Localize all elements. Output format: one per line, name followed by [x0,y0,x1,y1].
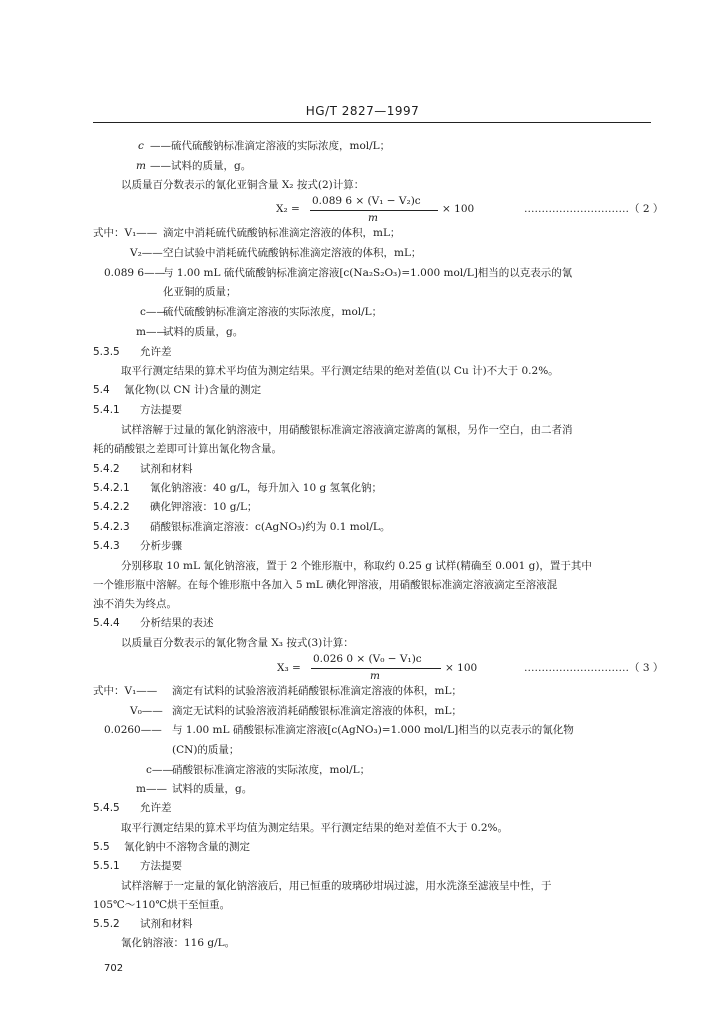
symbol-c: c [138,140,144,152]
def3-v1-key: 式中：V₁—— [93,685,158,697]
def2-v2-key: V₂—— [130,247,163,259]
s552-number: 5.5.2 [93,918,120,930]
s54-number: 5.4 [93,384,110,396]
def3-coef-cont: (CN)的质量； [172,744,240,756]
def3-v0-key: V₀—— [130,705,163,717]
definition-m: ——试料的质量，g。 [150,160,252,172]
def2-coef-key: 0.089 6—— [104,267,166,279]
s542-number: 5.4.2 [93,463,120,475]
eq2-lhs: X₂ = [276,203,300,215]
eq2-denominator: m [368,212,378,224]
s541-para-line1: 试样溶解于过量的氰化钠溶液中，用硝酸银标准滴定溶液滴定游离的氰根，另作一空白，由二者消 [121,424,573,436]
s535-title: 允许差 [140,346,172,358]
running-header: HG/T 2827—1997 [305,104,420,118]
def3-c-text: 硝酸银标准滴定溶液的实际浓度，mol/L； [172,764,371,776]
def3-m-key: m—— [136,783,167,795]
s543-para-line3: 浊不消失为终点。 [93,598,177,610]
s543-para-line2: 一个锥形瓶中溶解。在每个锥形瓶中各加入 5 mL 碘化钾溶液，用硝酸银标准滴定溶液滴定至溶液混 [93,579,558,591]
s544-number: 5.4.4 [93,617,120,629]
s535-text: 取平行测定结果的算术平均值为测定结果。平行测定结果的绝对差值(以 Cu 计)不大于 0.2%。 [121,365,559,377]
s544-title: 分析结果的表述 [140,617,214,629]
s535-number: 5.3.5 [93,346,120,358]
s541-title: 方法提要 [140,404,182,416]
eq3-numerator: 0.026 0 × (V₀ − V₁)c [313,653,422,665]
s552-title: 试剂和材料 [140,918,193,930]
eq2-tail: × 100 [442,203,475,215]
def3-coef-text: 与 1.00 mL 硝酸银标准滴定溶液[c(AgNO₃)=1.000 mol/L]相当的以克表示的氰化物 [172,724,574,736]
s5423-number: 5.4.2.3 [93,521,130,533]
eq2-number: …………………………（ 2 ） [524,203,664,215]
s541-number: 5.4.1 [93,404,120,416]
eq3-denominator: m [370,670,380,682]
s5422-text: 碘化钾溶液：10 g/L； [150,501,258,513]
s551-title: 方法提要 [140,860,182,872]
def2-v1-key: 式中：V₁—— [93,227,158,239]
s545-title: 允许差 [140,802,172,814]
s545-text: 取平行测定结果的算术平均值为测定结果。平行测定结果的绝对差值不大于 0.2%。 [121,822,509,834]
s543-title: 分析步骤 [140,540,182,552]
s543-para-line1: 分别移取 10 mL 氰化钠溶液，置于 2 个锥形瓶中，称取约 0.25 g 试样(精确至 0.001 g)，置于其中 [121,560,592,572]
formula-3-intro: 以质量百分数表示的氰化物含量 X₃ 按式(3)计算： [121,637,354,649]
s551-para-line2: 105℃～110℃烘干至恒重。 [93,899,231,911]
def2-c-text: 硫代硫酸钠标准滴定溶液的实际浓度，mol/L； [163,306,383,318]
s545-number: 5.4.5 [93,802,120,814]
def2-c-key: c—— [140,306,167,318]
page-number: 702 [104,963,124,974]
definition-c: ——硫代硫酸钠标准滴定溶液的实际浓度，mol/L； [150,140,391,152]
eq2-numerator: 0.089 6 × (V₁ − V₂)c [312,195,421,207]
s543-number: 5.4.3 [93,540,120,552]
formula-2-intro: 以质量百分数表示的氰化亚铜含量 X₂ 按式(2)计算： [121,179,365,191]
def2-coef-cont: 化亚铜的质量； [163,286,237,298]
s5421-number: 5.4.2.1 [93,482,130,494]
s552-text: 氰化钠溶液：116 g/L。 [121,937,236,949]
def2-coef-text: 与 1.00 mL 硫代硫酸钠标准滴定溶液[c(Na₂S₂O₃)=1.000 mol/L]相当的以克表示的氰 [163,267,573,279]
eq3-lhs: X₃ = [277,662,301,674]
eq3-number: …………………………（ 3 ） [524,662,664,674]
def2-m-key: m—— [136,326,167,338]
def2-v1-text: 滴定中消耗硫代硫酸钠标准滴定溶液的体积，mL； [163,227,401,239]
def3-m-text: 试料的质量，g。 [172,783,253,795]
s5421-text: 氰化钠溶液：40 g/L，每升加入 10 g 氢氧化钠； [150,482,383,494]
eq3-tail: × 100 [445,662,478,674]
def3-c-key: c—— [146,764,173,776]
s551-para-line1: 试样溶解于一定量的氰化钠溶液后，用已恒重的玻璃砂坩埚过滤，用水洗涤至滤液呈中性，于 [121,880,552,892]
s541-para-line2: 耗的硝酸银之差即可计算出氰化物含量。 [93,443,282,455]
s55-number: 5.5 [93,841,110,853]
def3-v1-text: 滴定有试料的试验溶液消耗硝酸银标准滴定溶液的体积，mL； [172,685,462,697]
def2-v2-text: 空白试验中消耗硫代硫酸钠标准滴定溶液的体积，mL； [163,247,422,259]
s5423-text: 硝酸银标准滴定溶液：c(AgNO₃)约为 0.1 mol/L。 [150,521,391,533]
def3-coef-key: 0.0260—— [104,724,162,736]
def3-v0-text: 滴定无试料的试验溶液消耗硝酸银标准滴定溶液的体积，mL； [172,705,462,717]
s55-title: 氰化钠中不溶物含量的测定 [124,841,250,853]
s551-number: 5.5.1 [93,860,120,872]
s54-title: 氰化物(以 CN 计)含量的测定 [124,384,262,396]
def2-m-text: 试料的质量，g。 [163,326,244,338]
header-rule [93,122,651,123]
s542-title: 试剂和材料 [140,463,193,475]
s5422-number: 5.4.2.2 [93,501,130,513]
symbol-m: m [136,160,146,172]
